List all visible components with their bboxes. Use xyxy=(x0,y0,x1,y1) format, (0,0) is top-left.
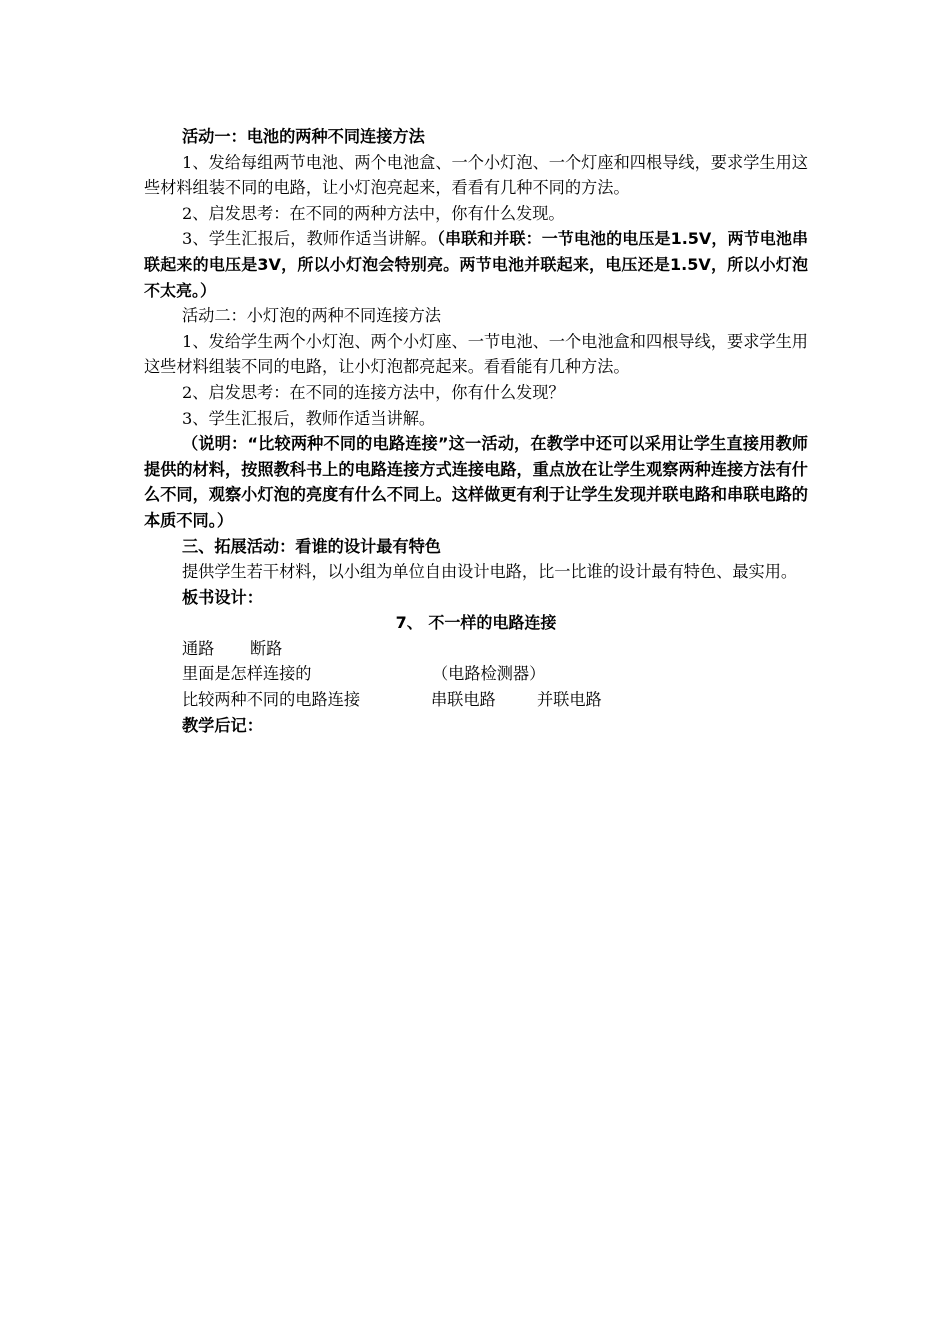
board-row-3 xyxy=(144,687,808,713)
document-body xyxy=(144,124,808,738)
board-title: 7、 不一样的电路连接 xyxy=(395,613,557,633)
activity2-step1: 1、发给学生两个小灯泡、两个小灯座、一节电池、一个电池盒和四根导线，要求学生用这些材料组装不同的电路，让小灯泡都亮起来。看看能有几种方法。 xyxy=(144,331,808,377)
activity1-heading: 活动一：电池的两种不同连接方法 xyxy=(182,127,425,146)
board-row2-b: （电路检测器） xyxy=(432,664,546,684)
board-row-1 xyxy=(144,636,808,662)
activity1-step3 xyxy=(144,226,808,303)
activity2-heading: 活动二：小灯泡的两种不同连接方法 xyxy=(182,306,441,326)
board-row3-c: 并联电路 xyxy=(537,690,602,710)
board-row1-b: 断路 xyxy=(250,638,283,658)
activity2-note: （说明：“比较两种不同的电路连接”这一活动，在教学中还可以采用让学生直接用教师提供的材料，按照教科书上的电路连接方式连接电路，重点放在让学生观察两种连接方法有什么不同，观察小灯泡的亮度有什么不同上。这样做更有利于让学生发现并联电路和串联电路的本质不同。） xyxy=(144,434,808,530)
board-row-2 xyxy=(144,661,808,687)
extension-text: 提供学生若干材料，以小组为单位自由设计电路，比一比谁的设计最有特色、最实用。 xyxy=(182,562,798,582)
board-heading: 板书设计： xyxy=(182,587,263,607)
board-row2-a: 里面是怎样连接的 xyxy=(182,664,312,684)
board-row1-a: 通路 xyxy=(182,638,215,658)
extension-heading: 三、拓展活动：看谁的设计最有特色 xyxy=(182,536,441,556)
afterword-heading: 教学后记： xyxy=(182,715,263,735)
activity2-step3: 3、学生汇报后，教师作适当讲解。 xyxy=(182,408,436,428)
activity1-step2: 2、启发思考：在不同的两种方法中，你有什么发现。 xyxy=(182,203,565,223)
activity1-step3-explanation: （串联和并联：一节电池的电压是1.5V，两节电池串联起来的电压是3V，所以小灯泡会特别亮。两节电池并联起来，电压还是1.5V，所以小灯泡不太亮。） xyxy=(144,229,808,300)
activity1-step3-text: 3、学生汇报后，教师作适当讲解。 xyxy=(182,229,437,249)
board-row3-b: 串联电路 xyxy=(431,690,496,710)
board-row3-a: 比较两种不同的电路连接 xyxy=(182,690,361,710)
activity1-step1: 1、发给每组两节电池、两个电池盒、一个小灯泡、一个灯座和四根导线，要求学生用这些材料组装不同的电路，让小灯泡亮起来，看看有几种不同的方法。 xyxy=(144,152,808,198)
activity2-step2: 2、启发思考：在不同的连接方法中，你有什么发现？ xyxy=(182,382,565,402)
